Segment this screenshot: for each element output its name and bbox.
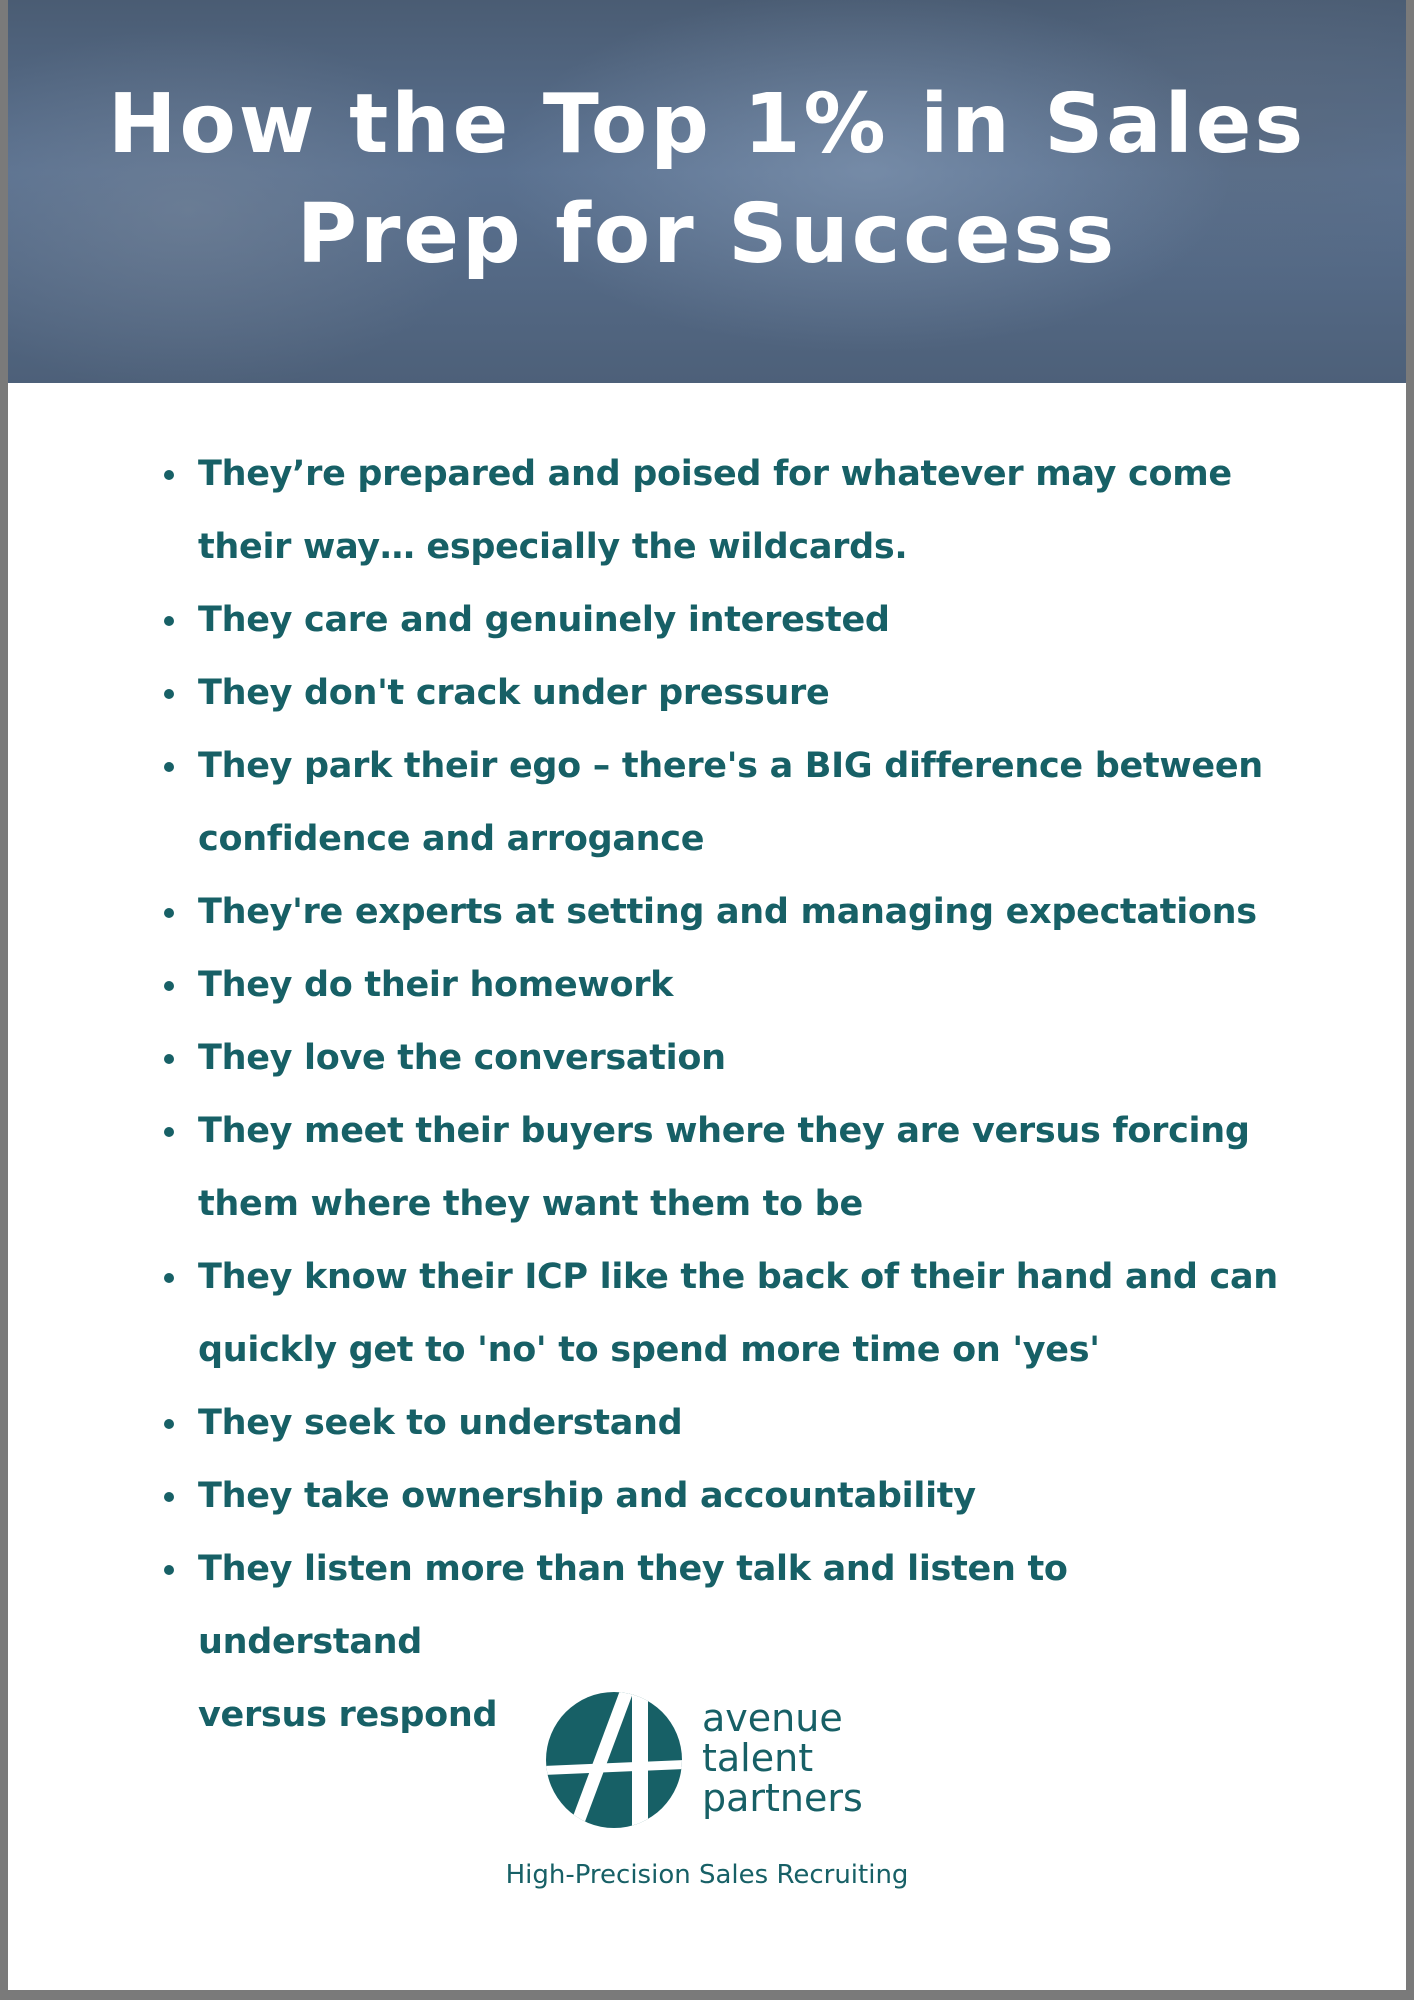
- list-item-text: They’re prepared and poised for whatever may come: [198, 454, 1232, 494]
- list-item-text: versus respond: [198, 1695, 498, 1735]
- list-item: [158, 584, 1288, 657]
- bullet-dot: [164, 762, 174, 772]
- header-banner: [8, 0, 1406, 383]
- list-item: [158, 1095, 1288, 1241]
- bullet-dot: [164, 616, 174, 626]
- logo-word-talent: talent: [702, 1736, 814, 1780]
- list-item-text: them where they want them to be: [198, 1184, 863, 1224]
- avenue-a-logo-icon: [544, 1690, 684, 1830]
- logo-word-avenue: avenue: [702, 1696, 843, 1740]
- list-item-text: quickly get to 'no' to spend more time on 'yes': [198, 1330, 1100, 1370]
- bullet-dot: [164, 689, 174, 699]
- list-item-text: They care and genuinely interested: [198, 600, 890, 640]
- bullet-list: [158, 438, 1288, 1752]
- bullet-dot: [164, 1273, 174, 1283]
- list-item-text: They take ownership and accountability: [198, 1476, 976, 1516]
- list-item: [158, 1022, 1288, 1095]
- logo-wordmark: [702, 1698, 863, 1818]
- list-item-text: They love the conversation: [198, 1038, 726, 1078]
- title-line-2: Prep for Success: [296, 187, 1118, 282]
- bullet-dot: [164, 1054, 174, 1064]
- bullet-dot: [164, 470, 174, 480]
- company-logo: [544, 1690, 884, 1830]
- bullet-dot: [164, 1492, 174, 1502]
- bullet-dot: [164, 908, 174, 918]
- title-line-1: How the Top 1% in Sales: [107, 77, 1307, 172]
- list-item: [158, 657, 1288, 730]
- list-item: [158, 438, 1288, 584]
- list-item-text: They don't crack under pressure: [198, 673, 830, 713]
- list-item: [158, 1387, 1288, 1460]
- list-item-text: They do their homework: [198, 965, 674, 1005]
- list-item-text: They're experts at setting and managing expectations: [198, 892, 1257, 932]
- list-item-text: their way… especially the wildcards.: [198, 527, 908, 567]
- list-item-text: They listen more than they talk and listen to understand: [198, 1549, 1068, 1662]
- list-item-text: They seek to understand: [198, 1403, 683, 1443]
- list-item: [158, 730, 1288, 876]
- logo-word-partners: partners: [702, 1776, 863, 1820]
- list-item: [158, 949, 1288, 1022]
- tagline: High-Precision Sales Recruiting: [505, 1860, 909, 1890]
- list-item: [158, 1241, 1288, 1387]
- list-item-text: They meet their buyers where they are versus forcing: [198, 1111, 1250, 1151]
- flyer-page: [8, 0, 1406, 1990]
- bullet-dot: [164, 1419, 174, 1429]
- bullet-dot: [164, 1127, 174, 1137]
- bullet-dot: [164, 1565, 174, 1575]
- list-item-text: They park their ego – there's a BIG difference between: [198, 746, 1263, 786]
- list-item-text: confidence and arrogance: [198, 819, 705, 859]
- page-title: [8, 70, 1406, 290]
- list-item-text: They know their ICP like the back of their hand and can: [198, 1257, 1278, 1297]
- list-item: [158, 1460, 1288, 1533]
- list-item: [158, 876, 1288, 949]
- bullet-dot: [164, 981, 174, 991]
